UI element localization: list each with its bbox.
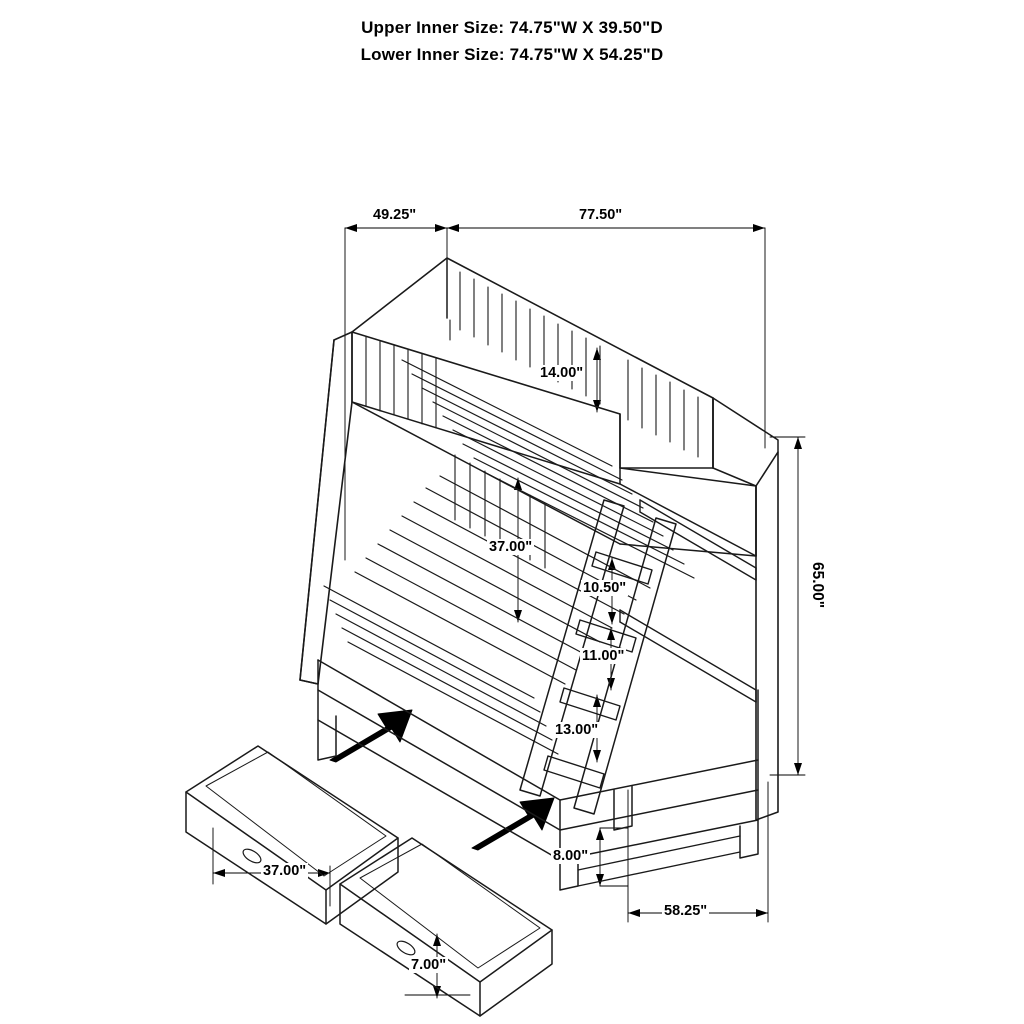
dim-label-8-00: 8.00" — [553, 848, 589, 864]
dim-label-drawer-37-00: 37.00" — [263, 863, 307, 879]
dim-label-65-00: 65.00" — [806, 562, 828, 608]
dim-label-49-25: 49.25" — [373, 207, 417, 223]
dim-label-13-00: 13.00" — [555, 722, 599, 738]
dim-label-drawer-7-00: 7.00" — [411, 957, 447, 973]
dim-label-10-50: 10.50" — [583, 580, 627, 596]
dim-label-14-00: 14.00" — [540, 365, 584, 381]
lower-inner-size-text: Lower Inner Size: 74.75"W X 54.25"D — [360, 45, 664, 64]
dim-label-58-25: 58.25" — [664, 903, 708, 919]
dim-label-77-50: 77.50" — [579, 207, 623, 223]
dim-label-37-00-clearance: 37.00" — [489, 539, 533, 555]
upper-inner-size-text: Upper Inner Size: 74.75"W X 39.50"D — [361, 18, 663, 37]
dim-label-11-00: 11.00" — [582, 648, 625, 664]
